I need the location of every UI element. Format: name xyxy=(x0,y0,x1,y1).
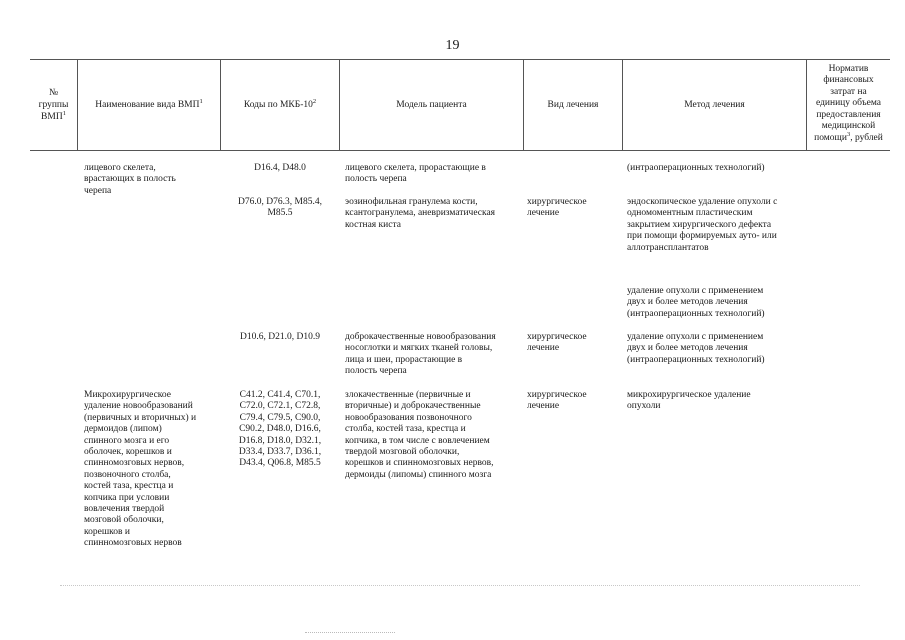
treatment-method-cell: (интраоперационных технологий) xyxy=(627,163,765,173)
header-financial-norm: Норматив финансовых затрат на единицу объема предоставления медицинской помощи$^3$, рублей xyxy=(814,63,883,143)
patient-model-cell: злокачественные (первичные и вторичные) и доброкачественные новообразования позвоночного столба, костей таза, крестца и копчика, в том числе с вовлечением твердой мозговой оболочки, корешков и спинномозговых нервов, дермоиды (липомы) спинного мозга xyxy=(345,390,494,480)
header-bottom-rule xyxy=(30,150,890,151)
header-icd-codes: Коды по МКБ-$10^2$ xyxy=(243,97,317,110)
treatment-type-cell: хирургическое лечение xyxy=(527,332,587,354)
icd-codes-cell: C41.2, C41.4, C70.1, C72.0, C72.1, C72.8, C79.4, C79.5, C90.0, C90.2, D48.0, D16.6, D16.8, D18.0, D32.1, D33.4, D33.7, D36.1, D43.4, Q06.8, M85.5 xyxy=(238,390,322,469)
vmp-name-cell: Микрохирургическое удаление новообразований (первичных и вторичных) и дермоидов (липом) спинного мозга и его оболочек, корешков и спинномозговых нервов, позвоночного столба, костей таза, крестца и копчика при условии вовлечения твердой мозговой оболочки, корешков и спинномозговых нервов xyxy=(84,390,197,549)
treatment-method-cell: микрохирургическое удаление опухоли xyxy=(627,390,751,412)
header-patient-model: Модель пациента xyxy=(396,100,467,110)
header-vmp-name: Наименование вида ВМП$^1$ xyxy=(95,97,203,110)
scan-dotted-line xyxy=(60,585,860,588)
treatment-type-cell: хирургическое лечение xyxy=(527,390,587,412)
header-treatment-type: Вид лечения xyxy=(547,100,599,110)
scan-artifact xyxy=(305,632,395,634)
patient-model-cell: лицевого скелета, прорастающие в полость черепа xyxy=(345,163,486,185)
header-group-number: № группы ВМП$^1$ xyxy=(38,88,69,122)
treatment-method-cell: эндоскопическое удаление опухоли с одномоментным пластическим закрытием хирургического дефекта при помощи формируемых ауто- или аллотрансплантатов xyxy=(627,197,778,253)
header-treatment-method: Метод лечения xyxy=(684,100,745,110)
treatment-method-cell: удаление опухоли с применением двух и более методов лечения (интраоперационных технологий) xyxy=(627,286,765,319)
vmp-name-cell: лицевого скелета, врастающих в полость черепа xyxy=(84,163,176,196)
page-number: 19 xyxy=(445,38,460,53)
treatment-type-cell: хирургическое лечение xyxy=(527,197,587,219)
icd-codes-cell: D10.6, D21.0, D10.9 xyxy=(240,332,320,342)
patient-model-cell: эозинофильная гранулема кости, ксантогранулема, аневризматическая костная киста xyxy=(345,197,496,230)
treatment-method-cell: удаление опухоли с применением двух и более методов лечения (интраоперационных технологий) xyxy=(627,332,765,365)
icd-codes-cell: D76.0, D76.3, M85.4, M85.5 xyxy=(238,197,322,219)
patient-model-cell: доброкачественные новообразования носоглотки и мягких тканей головы, лица и шеи, прорастающие в полость черепа xyxy=(345,332,496,377)
icd-codes-cell: D16.4, D48.0 xyxy=(254,163,306,173)
